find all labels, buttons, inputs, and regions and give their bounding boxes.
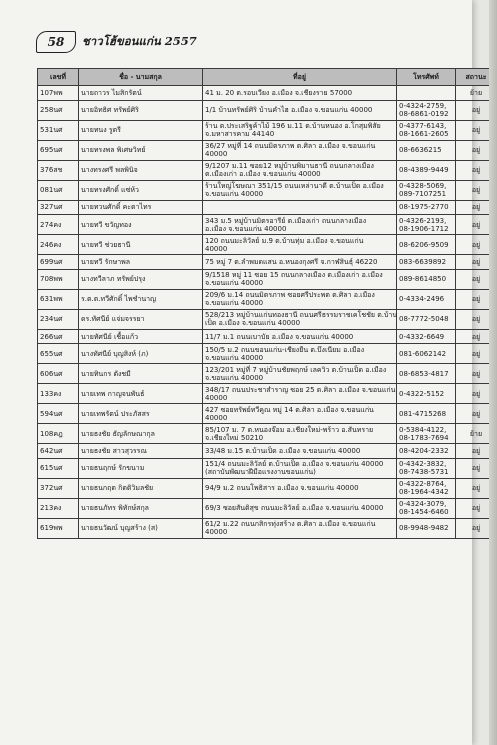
phone-line: 08-1964-4342 bbox=[399, 488, 449, 497]
table-row bbox=[38, 404, 497, 424]
member-id: 081นศ bbox=[38, 180, 79, 200]
phone-line: 0-4322-5152 bbox=[399, 389, 445, 398]
member-address bbox=[203, 404, 397, 424]
address-line: 36/27 หมู่ที่ 14 ถนนมิตรภาพ ต.ศิลา อ.เมือง จ.ขอนแก่น bbox=[205, 142, 376, 151]
member-id: 606นศ bbox=[38, 364, 79, 384]
member-id: 695นศ bbox=[38, 140, 79, 160]
address-line: 123/201 หมู่ที่ 7 หมู่บ้านชัยพฤกษ์ เลควิว ต.บ้านเป็ด อ.เมือง bbox=[205, 365, 387, 374]
phone-line: 0-5384-4122, bbox=[399, 425, 447, 434]
address-line: 40000 bbox=[205, 244, 228, 253]
member-status: อยู่ bbox=[456, 518, 497, 538]
member-name: นายทรงศักดิ์ แซ่ห้ว bbox=[79, 180, 203, 200]
member-address bbox=[203, 309, 397, 329]
member-name: ดร.ทัศนีย์ แจ่มจรรยา bbox=[79, 309, 203, 329]
phone-line: 08-6636215 bbox=[399, 146, 442, 155]
member-id: 642นศ bbox=[38, 444, 79, 459]
member-address bbox=[203, 255, 397, 270]
address-line: จ.ขอนแก่น 40000 bbox=[205, 279, 264, 288]
table-row bbox=[38, 444, 497, 459]
phone-line: 08-1975-2770 bbox=[399, 203, 449, 212]
member-phone bbox=[397, 160, 456, 180]
table-row bbox=[38, 478, 497, 498]
address-line: 209/6 ม.14 ถนนมิตรภาพ ซอยศรีประพต ต.ศิลา อ.เมือง bbox=[205, 291, 375, 300]
phone-line: 0-4334-2496 bbox=[399, 295, 445, 304]
address-line: ต.เมืองเก่า อ.เมือง จ.ขอนแก่น 40000 bbox=[205, 170, 321, 179]
member-phone bbox=[397, 309, 456, 329]
member-address bbox=[203, 478, 397, 498]
table-row bbox=[38, 120, 497, 140]
member-status: อยู่ bbox=[456, 309, 497, 329]
col-header-status: สถานะ bbox=[456, 69, 497, 86]
phone-line: 08-1783-7694 bbox=[399, 433, 449, 442]
member-status: อยู่ bbox=[456, 255, 497, 270]
address-line: 427 ซอยทรัพย์ทวีคูณ หมู่ 14 ต.ศิลา อ.เมือง จ.ขอนแก่น bbox=[205, 405, 374, 414]
member-address bbox=[203, 384, 397, 404]
member-name: นายธงชัย ธัญลักษณากุล bbox=[79, 424, 203, 444]
member-status: อยู่ bbox=[456, 140, 497, 160]
member-name: นายทวนศักดิ์ คะตาไทร bbox=[79, 200, 203, 215]
address-line: 343 ม.5 หมู่บ้านมิตรอารีย์ ต.เมืองเก่า ถนนกลางเมือง bbox=[205, 216, 367, 225]
member-status: อยู่ bbox=[456, 200, 497, 215]
member-phone bbox=[397, 289, 456, 309]
table-row bbox=[38, 364, 497, 384]
col-header-address: ที่อยู่ bbox=[203, 69, 397, 86]
member-name: นายธนวัฒน์ บุญสร้าง (ส) bbox=[79, 518, 203, 538]
member-phone bbox=[397, 140, 456, 160]
phone-line: 08-4389-9449 bbox=[399, 166, 449, 175]
member-address bbox=[203, 180, 397, 200]
member-name: นายเทพรัตน์ ประภัสสร bbox=[79, 404, 203, 424]
member-id: 531นศ bbox=[38, 120, 79, 140]
address-line: เป็ด อ.เมือง จ.ขอนแก่น 40000 bbox=[205, 319, 301, 328]
table-row bbox=[38, 100, 497, 120]
member-id: 699นศ bbox=[38, 255, 79, 270]
address-line: 1/1 บ้านทรัพย์ศิริ บ้านคำไฮ อ.เมือง จ.ขอนแก่น 40000 bbox=[205, 106, 373, 115]
phone-line: 08-4204-2332 bbox=[399, 447, 449, 456]
member-id: 327นศ bbox=[38, 200, 79, 215]
member-address bbox=[203, 518, 397, 538]
table-row bbox=[38, 458, 497, 478]
address-line: 9/1518 หมู่ 11 ซอย 15 ถนนกลางเมือง ต.เมืองเก่า อ.เมือง bbox=[205, 271, 383, 280]
address-line: 40000 bbox=[205, 150, 228, 159]
address-line: 61/2 ม.22 ถนนกสิกรทุ่งสร้าง ต.ศิลา อ.เมือง จ.ขอนแก่น bbox=[205, 520, 376, 529]
table-row bbox=[38, 140, 497, 160]
member-id: 266นศ bbox=[38, 329, 79, 344]
table-row bbox=[38, 518, 497, 538]
member-phone bbox=[397, 100, 456, 120]
member-table bbox=[37, 68, 497, 539]
member-phone bbox=[397, 384, 456, 404]
phone-line: 08-9948-9482 bbox=[399, 524, 449, 533]
member-name: นางทัศนีย์ บุญสิงห์ (ภ) bbox=[79, 344, 203, 364]
member-phone bbox=[397, 86, 456, 101]
member-phone bbox=[397, 444, 456, 459]
page-title: ชาวโฮ้ขอนแก่น 2557 bbox=[82, 34, 197, 48]
address-line: 9/1207 ม.11 ซอย12 หมู่บ้านพิมานธานี ถนนกลางเมือง bbox=[205, 162, 374, 171]
member-address bbox=[203, 120, 397, 140]
member-id: 258นศ bbox=[38, 100, 79, 120]
member-id: 133คง bbox=[38, 384, 79, 404]
address-line: 75 หมู่ 7 ต.ลำพมดแสน อ.หนองกุงศรี จ.กาฬสินธุ์ 46220 bbox=[205, 257, 378, 266]
address-line: 150/5 ม.2 ถนนขอนแก่น-เชียงยืน ต.บึงเนียม อ.เมือง bbox=[205, 345, 365, 354]
member-id: 615นศ bbox=[38, 458, 79, 478]
table-header-row bbox=[38, 69, 497, 86]
member-address bbox=[203, 100, 397, 120]
phone-line: 0-4342-3832, bbox=[399, 460, 447, 469]
member-status: อยู่ bbox=[456, 344, 497, 364]
col-header-id: เลขที่ bbox=[38, 69, 79, 86]
address-line: 40000 bbox=[205, 413, 228, 422]
table-row bbox=[38, 498, 497, 518]
member-id: 213คง bbox=[38, 498, 79, 518]
member-phone bbox=[397, 364, 456, 384]
member-phone bbox=[397, 344, 456, 364]
member-address bbox=[203, 200, 397, 215]
member-phone bbox=[397, 458, 456, 478]
member-name: นายทวี รักษาพล bbox=[79, 255, 203, 270]
member-phone bbox=[397, 269, 456, 289]
phone-line: 081-4715268 bbox=[399, 409, 447, 418]
address-line: 85/107 ม. 7 ต.หนองจ๊อม อ.เชียงใหม่-พร้าว อ.สันทราย bbox=[205, 425, 374, 434]
member-status: อยู่ bbox=[456, 180, 497, 200]
member-name: นายเทพ กาญจนพันธ์ bbox=[79, 384, 203, 404]
member-name: นายธงชัย สาวสุวรรณ bbox=[79, 444, 203, 459]
address-line: 151/4 ถนนมะลิวัลย์ ต.บ้านเป็ด อ.เมือง จ.ขอนแก่น 40000 bbox=[205, 460, 384, 469]
address-line: จ.เชียงใหม่ 50210 bbox=[205, 433, 264, 442]
member-status: ย้าย bbox=[456, 424, 497, 444]
col-header-phone: โทรศัพท์ bbox=[397, 69, 456, 86]
member-status: อยู่ bbox=[456, 458, 497, 478]
member-name: นายธนภัทร พิทักษ์สกุล bbox=[79, 498, 203, 518]
member-id: 234นศ bbox=[38, 309, 79, 329]
member-phone bbox=[397, 329, 456, 344]
member-address bbox=[203, 86, 397, 101]
member-status: อยู่ bbox=[456, 160, 497, 180]
phone-line: 0-4324-2759, bbox=[399, 102, 447, 111]
member-id: 631พพ bbox=[38, 289, 79, 309]
phone-line: 08-6853-4817 bbox=[399, 369, 449, 378]
phone-line: 081-6062142 bbox=[399, 349, 447, 358]
member-status: อยู่ bbox=[456, 364, 497, 384]
phone-line: 08-6206-9509 bbox=[399, 240, 449, 249]
phone-line: 08-7438-5731 bbox=[399, 468, 449, 477]
member-status: ย้าย bbox=[456, 86, 497, 101]
member-name: นายทัศนีย์ เชื้อแก้ว bbox=[79, 329, 203, 344]
member-status: อยู่ bbox=[456, 444, 497, 459]
table-row bbox=[38, 160, 497, 180]
member-phone bbox=[397, 518, 456, 538]
member-status: อยู่ bbox=[456, 120, 497, 140]
member-name: นางทวีลาภ ทรัพย์ปรุง bbox=[79, 269, 203, 289]
table-row bbox=[38, 269, 497, 289]
address-line: 40000 bbox=[205, 393, 228, 402]
phone-line: 089-7107251 bbox=[399, 190, 447, 199]
member-phone bbox=[397, 200, 456, 215]
address-line: 69/3 ซอยสันติสุข ถนนมะลิวัลย์ อ.เมือง จ.ขอนแก่น 40000 bbox=[205, 504, 384, 513]
member-name: นายธนฤกษ์ รักขนาม bbox=[79, 458, 203, 478]
phone-line: 0-4326-2193, bbox=[399, 216, 447, 225]
member-phone bbox=[397, 498, 456, 518]
member-id: 372นศ bbox=[38, 478, 79, 498]
member-status: อยู่ bbox=[456, 215, 497, 235]
member-address bbox=[203, 458, 397, 478]
member-status: อยู่ bbox=[456, 235, 497, 255]
address-line: 94/9 ม.2 ถนนโพธิสาร อ.เมือง จ.ขอนแก่น 40000 bbox=[205, 484, 359, 493]
member-address bbox=[203, 235, 397, 255]
phone-line: 0-4332-6649 bbox=[399, 332, 445, 341]
member-phone bbox=[397, 120, 456, 140]
member-status: อยู่ bbox=[456, 404, 497, 424]
address-line: ร้าน ต.ประเสริฐค้าไม้ 196 ม.11 ต.บ้านหนอง อ.โกสุมพิสัย bbox=[205, 122, 381, 131]
table-row bbox=[38, 424, 497, 444]
phone-line: 08-1906-1712 bbox=[399, 224, 449, 233]
address-line: อ.เมือง จ.ขอนแก่น 40000 bbox=[205, 224, 287, 233]
member-id: 108คฎ bbox=[38, 424, 79, 444]
member-address bbox=[203, 344, 397, 364]
address-line: 11/7 ม.1 ถนนเบาบัย อ.เมือง จ.ขอนแก่น 40000 bbox=[205, 332, 354, 341]
member-phone bbox=[397, 404, 456, 424]
member-address bbox=[203, 215, 397, 235]
member-name: นายทรงพล พิเศษวิทย์ bbox=[79, 140, 203, 160]
member-address bbox=[203, 424, 397, 444]
member-id: 107พพ bbox=[38, 86, 79, 101]
member-status: อยู่ bbox=[456, 329, 497, 344]
member-name: นายอิทธิศ ทรัพย์ศิริ bbox=[79, 100, 203, 120]
member-name: นายทินกร ตังชมี bbox=[79, 364, 203, 384]
member-name: นางทรงศรี พลพินิจ bbox=[79, 160, 203, 180]
member-name: นายถาวร ไมสิกรัตน์ bbox=[79, 86, 203, 101]
table-row bbox=[38, 309, 497, 329]
phone-line: 0-4377-6143, bbox=[399, 122, 447, 131]
member-status: อยู่ bbox=[456, 100, 497, 120]
member-address bbox=[203, 140, 397, 160]
table-row bbox=[38, 215, 497, 235]
page-header bbox=[36, 31, 197, 53]
member-address bbox=[203, 498, 397, 518]
member-phone bbox=[397, 215, 456, 235]
member-phone bbox=[397, 235, 456, 255]
member-status: อยู่ bbox=[456, 478, 497, 498]
table-row bbox=[38, 344, 497, 364]
member-name: นายทนง รูตรี bbox=[79, 120, 203, 140]
member-phone bbox=[397, 180, 456, 200]
table-row bbox=[38, 329, 497, 344]
phone-line: 0-4328-5069, bbox=[399, 182, 447, 191]
phone-line: 0-4322-8764, bbox=[399, 480, 447, 489]
member-id: 708พพ bbox=[38, 269, 79, 289]
phone-line: 08-1661-2605 bbox=[399, 130, 449, 139]
member-address bbox=[203, 269, 397, 289]
address-line: ร้านใหญ่โฆษณา 351/15 ถนนเหล่านาดี ต.บ้านเป็ด อ.เมือง bbox=[205, 182, 384, 191]
table-row bbox=[38, 180, 497, 200]
address-line: 348/17 ถนนประชาสำราญ ซอย 25 ต.ศิลา อ.เมือง จ.ขอนแก่น bbox=[205, 385, 396, 394]
address-line: 528/213 หมู่บ้านแก่นทองธานี ถนนศรีธรรมราชเคโชชัย ต.บ้าน bbox=[205, 311, 398, 320]
phone-line: 08-6861-0192 bbox=[399, 110, 449, 119]
phone-line: 08-1454-6460 bbox=[399, 508, 449, 517]
phone-line: 0-4324-3079, bbox=[399, 500, 447, 509]
table-row bbox=[38, 200, 497, 215]
phone-line: 083-6639892 bbox=[399, 257, 447, 266]
page-edge-shadow bbox=[489, 0, 497, 745]
address-line: จ.ขอนแก่น 40000 bbox=[205, 353, 264, 362]
table-body bbox=[38, 86, 497, 539]
phone-line: 08-7772-5048 bbox=[399, 315, 449, 324]
member-phone bbox=[397, 255, 456, 270]
member-status: อยู่ bbox=[456, 269, 497, 289]
member-phone bbox=[397, 424, 456, 444]
member-phone bbox=[397, 478, 456, 498]
phone-line: 089-8614850 bbox=[399, 275, 447, 284]
address-line: 41 ม. 20 ต.รอบเวียง อ.เมือง จ.เชียงราย 57000 bbox=[205, 88, 353, 97]
table-row bbox=[38, 255, 497, 270]
table-row bbox=[38, 235, 497, 255]
address-line: จ.ขอนแก่น 40000 bbox=[205, 190, 264, 199]
address-line: (สถาบันพัฒนาฝีมือแรงงานขอนแก่น) bbox=[205, 468, 316, 477]
member-name: นายธนกฤต กิตติวิมลชัย bbox=[79, 478, 203, 498]
member-id: 376สช bbox=[38, 160, 79, 180]
member-address bbox=[203, 364, 397, 384]
member-status: อยู่ bbox=[456, 498, 497, 518]
member-id: 246คง bbox=[38, 235, 79, 255]
page-number: 58 bbox=[36, 31, 76, 53]
member-address bbox=[203, 444, 397, 459]
member-id: 619พพ bbox=[38, 518, 79, 538]
col-header-name: ชื่อ - นามสกุล bbox=[79, 69, 203, 86]
table-row bbox=[38, 384, 497, 404]
member-id: 274คง bbox=[38, 215, 79, 235]
member-address bbox=[203, 160, 397, 180]
table-row bbox=[38, 289, 497, 309]
address-line: จ.มหาสารคาม 44140 bbox=[205, 130, 275, 139]
address-line: 120 ถนนมะลิวัลย์ ม.9 ต.บ้านทุ่ม อ.เมือง จ.ขอนแก่น bbox=[205, 236, 364, 245]
member-status: อยู่ bbox=[456, 289, 497, 309]
table-row bbox=[38, 86, 497, 101]
member-id: 594นศ bbox=[38, 404, 79, 424]
member-status: อยู่ bbox=[456, 384, 497, 404]
member-name: นายทวี ขวัญทอง bbox=[79, 215, 203, 235]
member-name: นายทวี ช่วยธานี bbox=[79, 235, 203, 255]
address-line: จ.ขอนแก่น 40000 bbox=[205, 373, 264, 382]
member-address bbox=[203, 289, 397, 309]
member-name: ร.ต.ต.ทวีศักดิ์ ไพชำนาญ bbox=[79, 289, 203, 309]
address-line: 40000 bbox=[205, 528, 228, 537]
member-id: 655นศ bbox=[38, 344, 79, 364]
address-line: จ.ขอนแก่น 40000 bbox=[205, 299, 264, 308]
address-line: 33/48 ม.15 ต.บ้านเป็ด อ.เมือง จ.ขอนแก่น 40000 bbox=[205, 447, 361, 456]
member-address bbox=[203, 329, 397, 344]
